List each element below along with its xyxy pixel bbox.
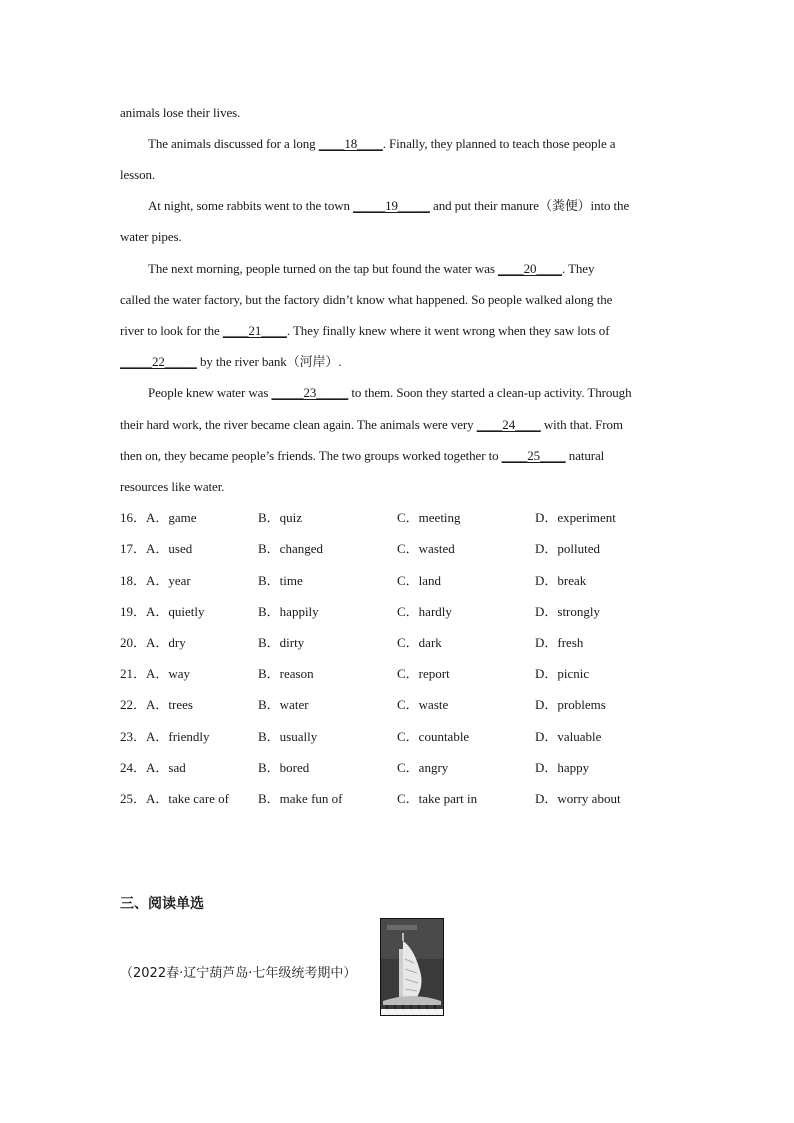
passage-line: then on, they became people’s friends. The two groups worked together to ____25____ natural bbox=[120, 448, 605, 463]
option-c: C．waste bbox=[397, 697, 449, 712]
passage-line: their hard work, the river became clean again. The animals were very ____24____ with that. From bbox=[120, 417, 623, 432]
option-b: B．bored bbox=[258, 760, 310, 775]
option-c: C．angry bbox=[397, 760, 449, 775]
option-a: 17．A．used bbox=[120, 541, 193, 556]
hotel-building-photo bbox=[380, 918, 444, 1016]
option-a: 21．A．way bbox=[120, 666, 191, 681]
option-c: C．countable bbox=[397, 729, 470, 744]
option-row-18 bbox=[120, 572, 680, 590]
hotel-building-icon bbox=[381, 919, 443, 1015]
option-d: D．picnic bbox=[535, 666, 590, 681]
option-c: C．dark bbox=[397, 635, 442, 650]
blank-20: ____20____ bbox=[497, 261, 562, 276]
option-row-19 bbox=[120, 603, 680, 621]
option-row-17 bbox=[120, 540, 680, 558]
option-row-24 bbox=[120, 759, 680, 777]
passage-line: resources like water. bbox=[120, 479, 225, 494]
option-d: D．worry about bbox=[535, 791, 621, 806]
option-d: D．strongly bbox=[535, 604, 601, 619]
option-d: D．fresh bbox=[535, 635, 584, 650]
blank-21: ____21____ bbox=[222, 323, 287, 338]
option-row-20 bbox=[120, 634, 680, 652]
blank-18: ____18____ bbox=[318, 136, 383, 151]
option-a: 25．A．take care of bbox=[120, 791, 230, 806]
blank-23: _____23_____ bbox=[271, 385, 349, 400]
option-row-16 bbox=[120, 509, 680, 527]
passage-line: _____22_____ by the river bank（河岸）. bbox=[120, 354, 342, 369]
option-c: C．land bbox=[397, 573, 442, 588]
blank-25: ____25____ bbox=[501, 448, 566, 463]
option-b: B．happily bbox=[258, 604, 319, 619]
blank-22: _____22_____ bbox=[120, 354, 197, 369]
option-b: B．reason bbox=[258, 666, 314, 681]
option-d: D．polluted bbox=[535, 541, 600, 556]
option-d: D．valuable bbox=[535, 729, 602, 744]
passage-line: lesson. bbox=[120, 167, 156, 182]
option-b: B．quiz bbox=[258, 510, 303, 525]
section-heading: 三、阅读单选 bbox=[120, 896, 204, 912]
option-c: C．hardly bbox=[397, 604, 452, 619]
option-b: B．dirty bbox=[258, 635, 305, 650]
passage-line: water pipes. bbox=[120, 229, 182, 244]
option-row-21 bbox=[120, 665, 680, 683]
option-a: 16．A．game bbox=[120, 510, 197, 525]
option-a: 18．A．year bbox=[120, 573, 191, 588]
question-source: （2022春·辽宁葫芦岛·七年级统考期中） bbox=[120, 966, 357, 981]
option-b: B．time bbox=[258, 573, 303, 588]
passage-line: called the water factory, but the factory didn’t know what happened. So people walked along the bbox=[120, 292, 613, 307]
passage-line: animals lose their lives. bbox=[120, 105, 241, 120]
blank-24: ____24____ bbox=[476, 417, 541, 432]
option-row-22 bbox=[120, 696, 680, 714]
option-b: B．changed bbox=[258, 541, 323, 556]
option-d: D．problems bbox=[535, 697, 606, 712]
option-c: C．wasted bbox=[397, 541, 455, 556]
option-row-25 bbox=[120, 790, 680, 808]
option-b: B．usually bbox=[258, 729, 318, 744]
option-a: 23．A．friendly bbox=[120, 729, 210, 744]
passage-line: People knew water was _____23_____ to them. Soon they started a clean-up activity. Through bbox=[148, 385, 632, 400]
passage-line: At night, some rabbits went to the town _____19_____ and put their manure（粪便）into the bbox=[148, 198, 630, 213]
passage-line: river to look for the ____21____. They finally knew where it went wrong when they saw lots of bbox=[120, 323, 610, 338]
option-d: D．experiment bbox=[535, 510, 616, 525]
option-a: 19．A．quietly bbox=[120, 604, 205, 619]
option-c: C．take part in bbox=[397, 791, 478, 806]
blank-19: _____19_____ bbox=[353, 198, 430, 213]
option-c: C．meeting bbox=[397, 510, 461, 525]
option-d: D．break bbox=[535, 573, 587, 588]
option-a: 20．A．dry bbox=[120, 635, 186, 650]
option-row-23 bbox=[120, 728, 680, 746]
option-c: C．report bbox=[397, 666, 450, 681]
option-a: 24．A．sad bbox=[120, 760, 186, 775]
option-b: B．water bbox=[258, 697, 309, 712]
passage-line: The animals discussed for a long ____18____. Finally, they planned to teach those people a bbox=[148, 136, 616, 151]
option-b: B．make fun of bbox=[258, 791, 343, 806]
option-a: 22．A．trees bbox=[120, 697, 193, 712]
passage-line: The next morning, people turned on the tap but found the water was ____20____. They bbox=[148, 261, 595, 276]
option-d: D．happy bbox=[535, 760, 590, 775]
